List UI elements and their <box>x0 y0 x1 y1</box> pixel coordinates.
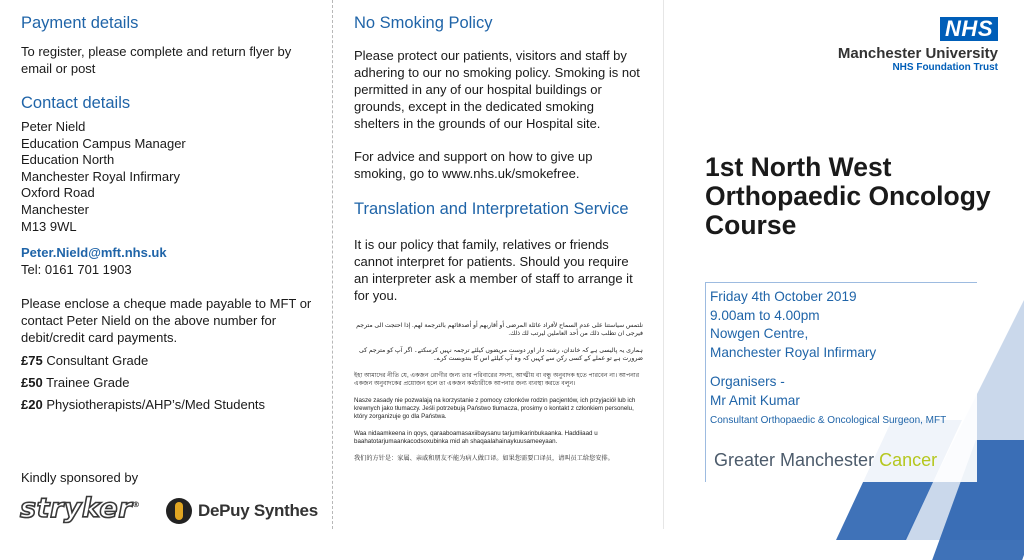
right-panel <box>664 0 1024 529</box>
payment-heading: Payment details <box>21 14 139 32</box>
organiser-name: Mr Amit Kumar <box>710 392 800 408</box>
price-label: Trainee Grade <box>46 375 130 391</box>
translation-somali: Waa nidaamkeena in qoys, qaraaboamasaxiibaysanu tarjumikarinbukaanka. Haddiiaad u baahatotarjumaankacodsoxubinka mid ah shaqaalahainaykuusameeyaan. <box>354 430 598 445</box>
address-line: Manchester Royal Infirmary <box>21 168 180 184</box>
address-line: Peter Nield <box>21 119 86 134</box>
translation-text: It is our policy that family, relatives or friends cannot interpret for patients. Should you require an interpreter ask a member of staff to arrange it for you. <box>354 237 633 303</box>
translation-polish: Nasze zasady nie pozwalają na korzystanie z pomocy członków rodzin pacjentów, ich przyjaciół lub ich krewnych jako tłumaczy. Jeśli potrzebują Państwo tłumacza, prosimy o kontakt z członkiem personelu, który zorganizuje go dla Państwa. <box>354 397 636 420</box>
smoking-heading: No Smoking Policy <box>354 14 493 32</box>
event-venue-2: Manchester Royal Infirmary <box>710 344 877 360</box>
middle-panel <box>333 0 663 529</box>
translation-bengali: ইহা আমাদের নীতি যে, একজন রোগীর জন্য তার পরিবারের সদস্য, আত্মীয় বা বন্ধু অনুবাদক হতে পারবেন না। আপনার একজন অনুবাদকের প্রয়োজন হলে তা একজন কর্মচারীকে আপনার জন্য ব্যবস্থা করতে বলুন। <box>354 372 640 387</box>
address-line: Oxford Road <box>21 185 95 201</box>
smoking-text: Please protect our patients, visitors and staff by adhering to our no smoking policy. Smoking is not permitted in any of our hospital buildings or grounds, except in the dedicated smoking shelters in the grounds of our Hospital site. <box>354 48 640 131</box>
cheque-text: Please enclose a cheque made payable to MFT or contact Peter Nield on the above number for debit/credit card payments. <box>21 296 312 346</box>
contact-heading: Contact details <box>21 94 131 112</box>
event-date: Friday 4th October 2019 <box>710 289 857 304</box>
translation-urdu: ہماری یہ پالیسی ہے کہ خاندان، رشتہ دار اور دوست مریضوں کیلئے ترجمہ نہیں کرسکتے۔ اگر آپ کو مترجم کی ضرورت ہے تو عملے کے کسی رکن سے کہیں کہ وہ آپ کیلئے اس کا بندوبست کرے۔ <box>358 347 643 362</box>
event-time: 9.00am to 4.00pm <box>710 307 820 323</box>
event-venue: Nowgen Centre, <box>710 326 809 341</box>
organisers-label: Organisers - <box>710 374 785 389</box>
contact-email[interactable]: Peter.Nield@mft.nhs.uk <box>21 245 167 261</box>
gmc-main: Greater Manchester <box>714 450 875 470</box>
address-line: M13 9WL <box>21 218 77 234</box>
address-line: Education Campus Manager <box>21 135 186 151</box>
gmc-accent: Cancer <box>879 450 938 470</box>
depuy-mark-icon <box>166 498 192 524</box>
translation-chinese: 我们的方针是：家属、亲戚和朋友不能为病人做口译。如果您需要口译员，请叫员工给您安排。 <box>354 455 614 462</box>
depuy-logo-text: DePuy Synthes <box>198 501 318 520</box>
trust-name <box>838 45 998 74</box>
address-line: Manchester <box>21 201 89 217</box>
address-line: Education North <box>21 152 115 168</box>
price-label: Consultant Grade <box>46 353 149 369</box>
title-line: 1st North West <box>705 152 892 182</box>
trust-name-main: Manchester University <box>837 45 998 62</box>
translation-arabic: نلتمس سياستنا على عدم السماح لأفراد عائلة المرضى أو أقاربهم أو أصدقائهم بالترجمة لهم. إذا احتجت الى مترجم فيرجى ان تطلب ذلك من أحد العاملين ليرتب لك ذلك. <box>356 322 643 337</box>
title-line: Orthopaedic Oncology <box>705 181 991 211</box>
greater-manchester-cancer-logo <box>714 450 937 471</box>
contact-tel: Tel: 0161 701 1903 <box>21 262 132 278</box>
nhs-logo: NHS <box>940 17 998 41</box>
price-amount: £50 <box>21 375 43 391</box>
course-title <box>705 153 991 240</box>
price-amount: £20 <box>21 397 43 413</box>
organiser-role: Consultant Orthopaedic & Oncological Surgeon, MFT <box>710 415 947 426</box>
price-item <box>21 352 312 369</box>
left-panel <box>0 0 332 529</box>
trust-name-sub: NHS Foundation Trust <box>892 62 998 73</box>
contact-address <box>21 119 312 235</box>
depuy-synthes-logo <box>166 498 318 524</box>
smoking-advice: For advice and support on how to give up smoking, go to www.nhs.uk/smokefree. <box>354 149 593 181</box>
stryker-logo <box>20 493 141 524</box>
title-line: Course <box>705 210 797 240</box>
payment-text: To register, please complete and return flyer by email or post <box>21 44 292 76</box>
translation-heading: Translation and Interpretation Service <box>354 200 629 218</box>
price-item <box>21 374 312 391</box>
registered-mark: ® <box>132 500 141 509</box>
price-item <box>21 396 312 413</box>
sponsor-label: Kindly sponsored by <box>21 470 139 485</box>
price-amount: £75 <box>21 353 43 369</box>
stryker-logo-text: stryker <box>20 493 133 524</box>
price-label: Physiotherapists/AHP’s/Med Students <box>46 397 266 413</box>
